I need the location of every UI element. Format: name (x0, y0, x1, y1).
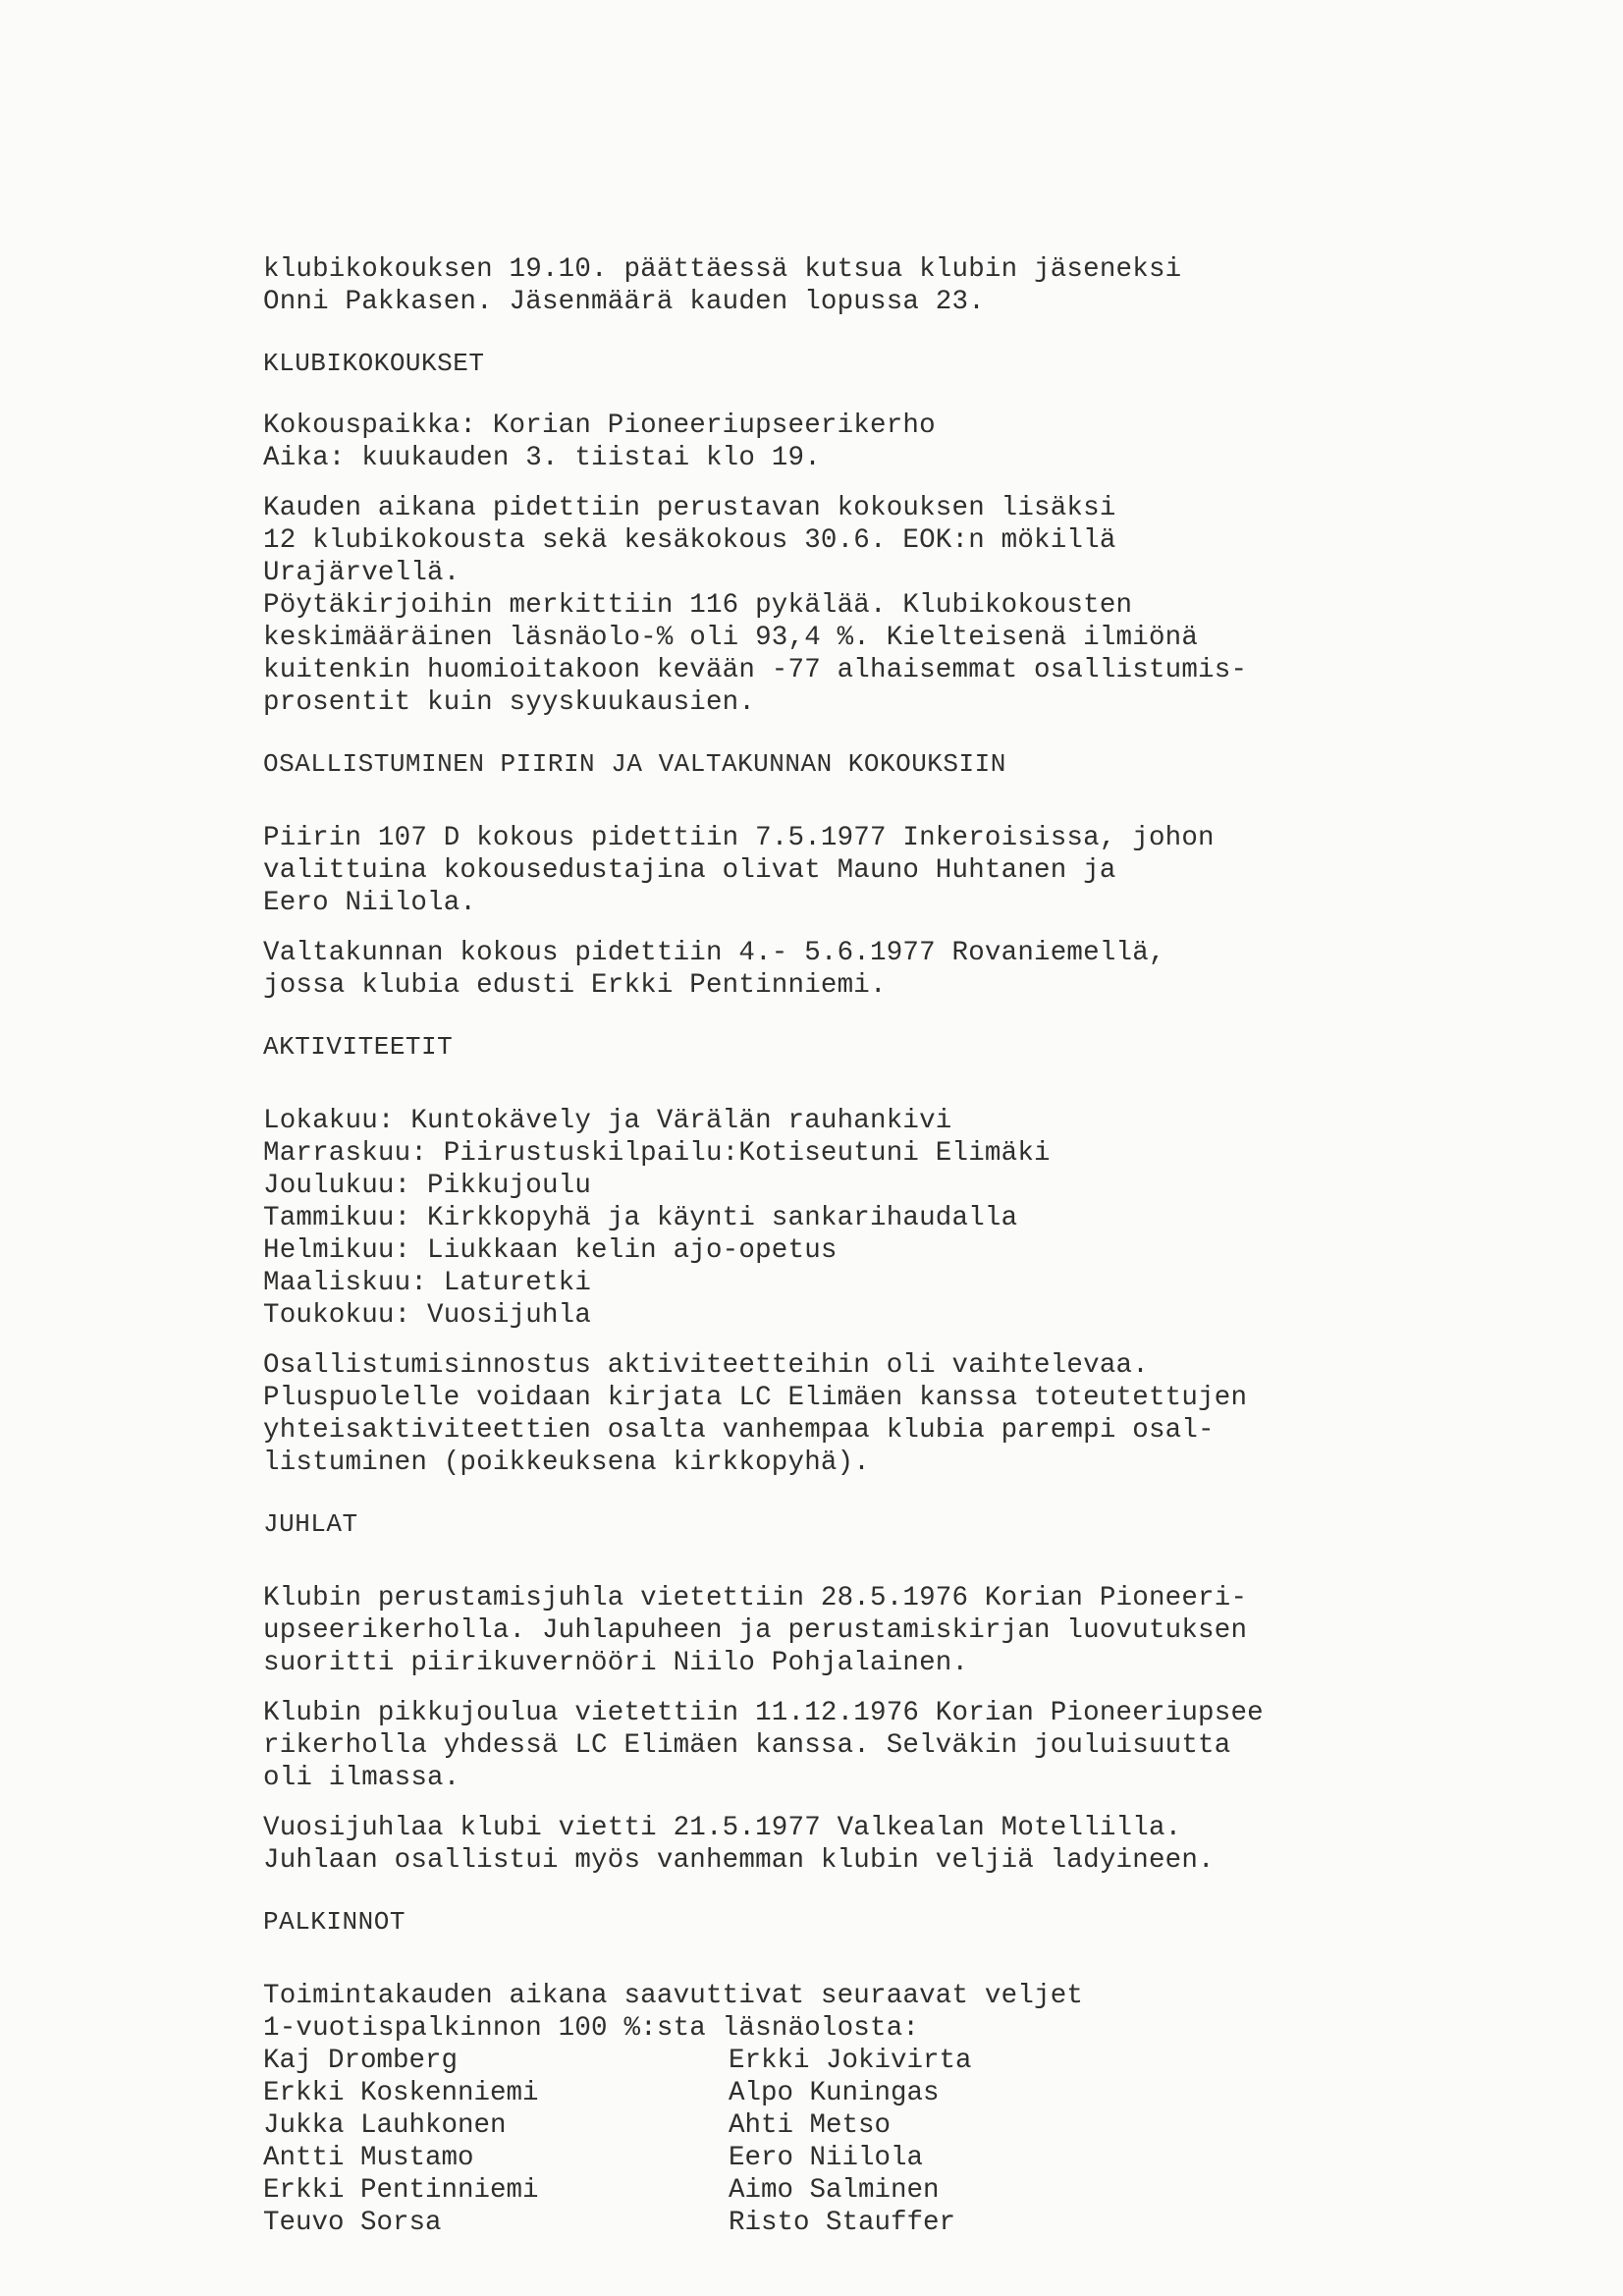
award-recipient: Antti Mustamo (263, 2143, 474, 2173)
text-line: Klubin pikkujoulua vietettiin 11.12.1976 Korian Pioneeriupsee (263, 1698, 1264, 1728)
text-line: Piirin 107 D kokous pidettiin 7.5.1977 Inkeroisissa, johon (263, 823, 1215, 853)
award-recipient: Kaj Dromberg (263, 2046, 459, 2076)
celebrations-anniversary (263, 1812, 1530, 1877)
text-line: rikerholla yhdessä LC Elimäen kanssa. Selväkin jouluisuutta (263, 1730, 1231, 1761)
award-recipient: Alpo Kuningas (729, 2078, 940, 2108)
text-line: klubikokouksen 19.10. päättäessä kutsua klubin jäseneksi (263, 254, 1182, 285)
text-line: 1-vuotispalkinnon 100 %:sta läsnäolosta: (263, 2013, 920, 2044)
text-line: Helmikuu: Liukkaan kelin ajo-opetus (263, 1235, 838, 1266)
text-line: suoritti piirikuvernööri Niilo Pohjalainen. (263, 1648, 969, 1678)
text-line: valittuina kokousedustajina olivat Mauno Huhtanen ja (263, 855, 1116, 886)
text-line: oli ilmassa. (263, 1763, 460, 1793)
heading-awards: PALKINNOT (263, 1907, 406, 1937)
meetings-place-time (263, 410, 1530, 474)
text-line: Pluspuolelle voidaan kirjata LC Elimäen kanssa toteutettujen (263, 1383, 1248, 1413)
text-line: yhteisaktiviteettien osalta vanhempaa klubia parempi osal- (263, 1415, 1215, 1446)
text-line: Pöytäkirjoihin merkittiin 116 pykälää. Klubikokousten (263, 590, 1133, 621)
text-line: 12 klubikokousta sekä kesäkokous 30.6. EOK:n mökillä (263, 525, 1116, 556)
document-page (263, 253, 1530, 2239)
text-line: Klubin perustamisjuhla vietettiin 28.5.1976 Korian Pioneeri- (263, 1583, 1248, 1613)
text-line: keskimääräinen läsnäolo-% oli 93,4 %. Kielteisenä ilmiönä (263, 623, 1199, 653)
text-line: Maaliskuu: Laturetki (263, 1268, 592, 1298)
text-line: kuitenkin huomioitakoon kevään -77 alhaisemmat osallistumis- (263, 655, 1248, 685)
text-line: prosentit kuin syyskuukausien. (263, 687, 756, 718)
awards-intro (263, 1980, 1530, 2045)
heading-celebrations: JUHLAT (263, 1509, 358, 1539)
text-line: Valtakunnan kokous pidettiin 4.- 5.6.1977 Rovaniemellä, (263, 938, 1165, 968)
award-recipient: Erkki Koskenniemi (263, 2078, 539, 2108)
meetings-summary (263, 492, 1530, 719)
award-recipient: Jukka Lauhkonen (263, 2110, 507, 2141)
awards-name-list (263, 2045, 1530, 2239)
heading-meetings: KLUBIKOKOUKSET (263, 349, 485, 378)
text-line: upseerikerholla. Juhlapuheen ja perustamiskirjan luovutuksen (263, 1615, 1248, 1646)
participation-district (263, 822, 1530, 919)
text-line: Onni Pakkasen. Jäsenmäärä kauden lopussa 23. (263, 287, 985, 317)
intro-paragraph (263, 253, 1530, 318)
text-line: Urajärvellä. (263, 558, 460, 588)
text-line: Lokakuu: Kuntokävely ja Värälän rauhankivi (263, 1106, 952, 1136)
text-line: Kauden aikana pidettiin perustavan kokouksen lisäksi (263, 493, 1116, 523)
text-line: Juhlaan osallistui myös vanhemman klubin veljiä ladyineen. (263, 1845, 1215, 1876)
activities-summary (263, 1349, 1530, 1479)
text-line: Kokouspaikka: Korian Pioneeriupseerikerho (263, 410, 936, 441)
text-line: Toimintakauden aikana saavuttivat seuraavat veljet (263, 1981, 1084, 2011)
text-line: Osallistumisinnostus aktiviteetteihin oli vaihtelevaa. (263, 1350, 1149, 1381)
award-recipient: Erkki Jokivirta (729, 2046, 972, 2076)
award-recipient: Teuvo Sorsa (263, 2208, 442, 2238)
text-line: Tammikuu: Kirkkopyhä ja käynti sankarihaudalla (263, 1203, 1018, 1233)
celebrations-christmas (263, 1697, 1530, 1794)
text-line: jossa klubia edusti Erkki Pentinniemi. (263, 970, 887, 1001)
award-recipient: Ahti Metso (729, 2110, 892, 2141)
celebrations-founding (263, 1582, 1530, 1679)
text-line: Toukokuu: Vuosijuhla (263, 1300, 592, 1331)
text-line: listuminen (poikkeuksena kirkkopyhä). (263, 1448, 870, 1478)
award-recipient: Risto Stauffer (729, 2208, 956, 2238)
text-line: Eero Niilola. (263, 888, 477, 918)
heading-activities: AKTIVITEETIT (263, 1032, 454, 1062)
text-line: Aika: kuukauden 3. tiistai klo 19. (263, 443, 821, 473)
text-line: Vuosijuhlaa klubi vietti 21.5.1977 Valkealan Motellilla. (263, 1813, 1182, 1843)
text-line: Marraskuu: Piirustuskilpailu:Kotiseutuni Elimäki (263, 1138, 1051, 1169)
participation-national (263, 937, 1530, 1002)
activities-list (263, 1105, 1530, 1332)
award-recipient: Aimo Salminen (729, 2175, 940, 2206)
award-recipient: Eero Niilola (729, 2143, 924, 2173)
heading-participation: OSALLISTUMINEN PIIRIN JA VALTAKUNNAN KOKOUKSIIN (263, 749, 1006, 779)
text-line: Joulukuu: Pikkujoulu (263, 1171, 592, 1201)
award-recipient: Erkki Pentinniemi (263, 2175, 539, 2206)
